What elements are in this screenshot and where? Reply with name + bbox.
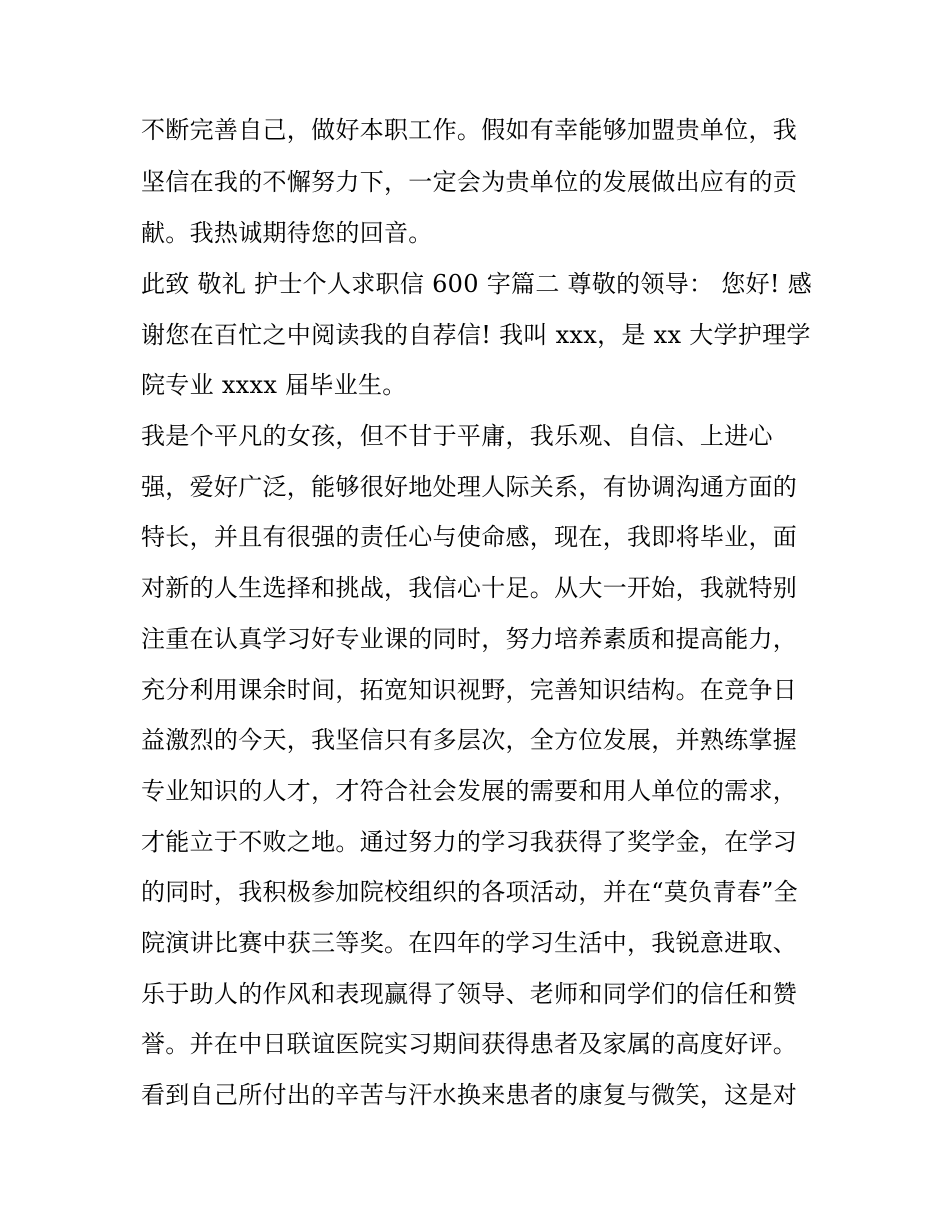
paragraph-line: 益激烈的今天，我坚信只有多层次，全方位发展，并熟练掌握 (141, 726, 798, 754)
paragraph-line: 特长，并且有很强的责任心与使命感，现在，我即将毕业，面 (141, 523, 798, 551)
paragraph-line: 献。我热诚期待您的回音。 (141, 219, 433, 247)
paragraph-line: 才能立于不败之地。通过努力的学习我获得了奖学金，在学习 (141, 828, 798, 856)
paragraph-line: 院演讲比赛中获三等奖。在四年的学习生活中，我锐意进取、 (141, 929, 798, 957)
paragraph-line: 专业知识的人才，才符合社会发展的需要和用人单位的需求， (141, 777, 798, 805)
paragraph-line: 对新的人生选择和挑战，我信心十足。从大一开始，我就特别 (141, 574, 798, 602)
paragraph-line: 此致 敬礼 护士个人求职信 600 字篇二 尊敬的领导： 您好! 感 (141, 270, 813, 298)
paragraph-line: 注重在认真学习好专业课的同时，努力培养素质和提高能力， (141, 625, 798, 653)
paragraph-line: 不断完善自己，做好本职工作。假如有幸能够加盟贵单位，我 (141, 116, 798, 144)
paragraph-line: 院专业 xxxx 届毕业生。 (141, 371, 407, 399)
paragraph-line: 看到自己所付出的辛苦与汗水换来患者的康复与微笑，这是对 (141, 1081, 798, 1109)
paragraph-line: 乐于助人的作风和表现赢得了领导、老师和同学们的信任和赞 (141, 980, 798, 1008)
paragraph-line: 强，爱好广泛，能够很好地处理人际关系，有协调沟通方面的 (141, 473, 798, 501)
paragraph-line: 的同时，我积极参加院校组织的各项活动，并在“莫负青春”全 (141, 878, 798, 906)
paragraph-line: 誉。并在中日联谊医院实习期间获得患者及家属的高度好评。 (141, 1030, 798, 1058)
paragraph-line: 谢您在百忙之中阅读我的自荐信! 我叫 xxx，是 xx 大学护理学 (141, 321, 811, 349)
paragraph-line: 充分利用课余时间，拓宽知识视野，完善知识结构。在竞争日 (141, 676, 798, 704)
paragraph-line: 我是个平凡的女孩，但不甘于平庸，我乐观、自信、上进心 (141, 422, 773, 450)
paragraph-line: 坚信在我的不懈努力下，一定会为贵单位的发展做出应有的贡 (141, 168, 798, 196)
